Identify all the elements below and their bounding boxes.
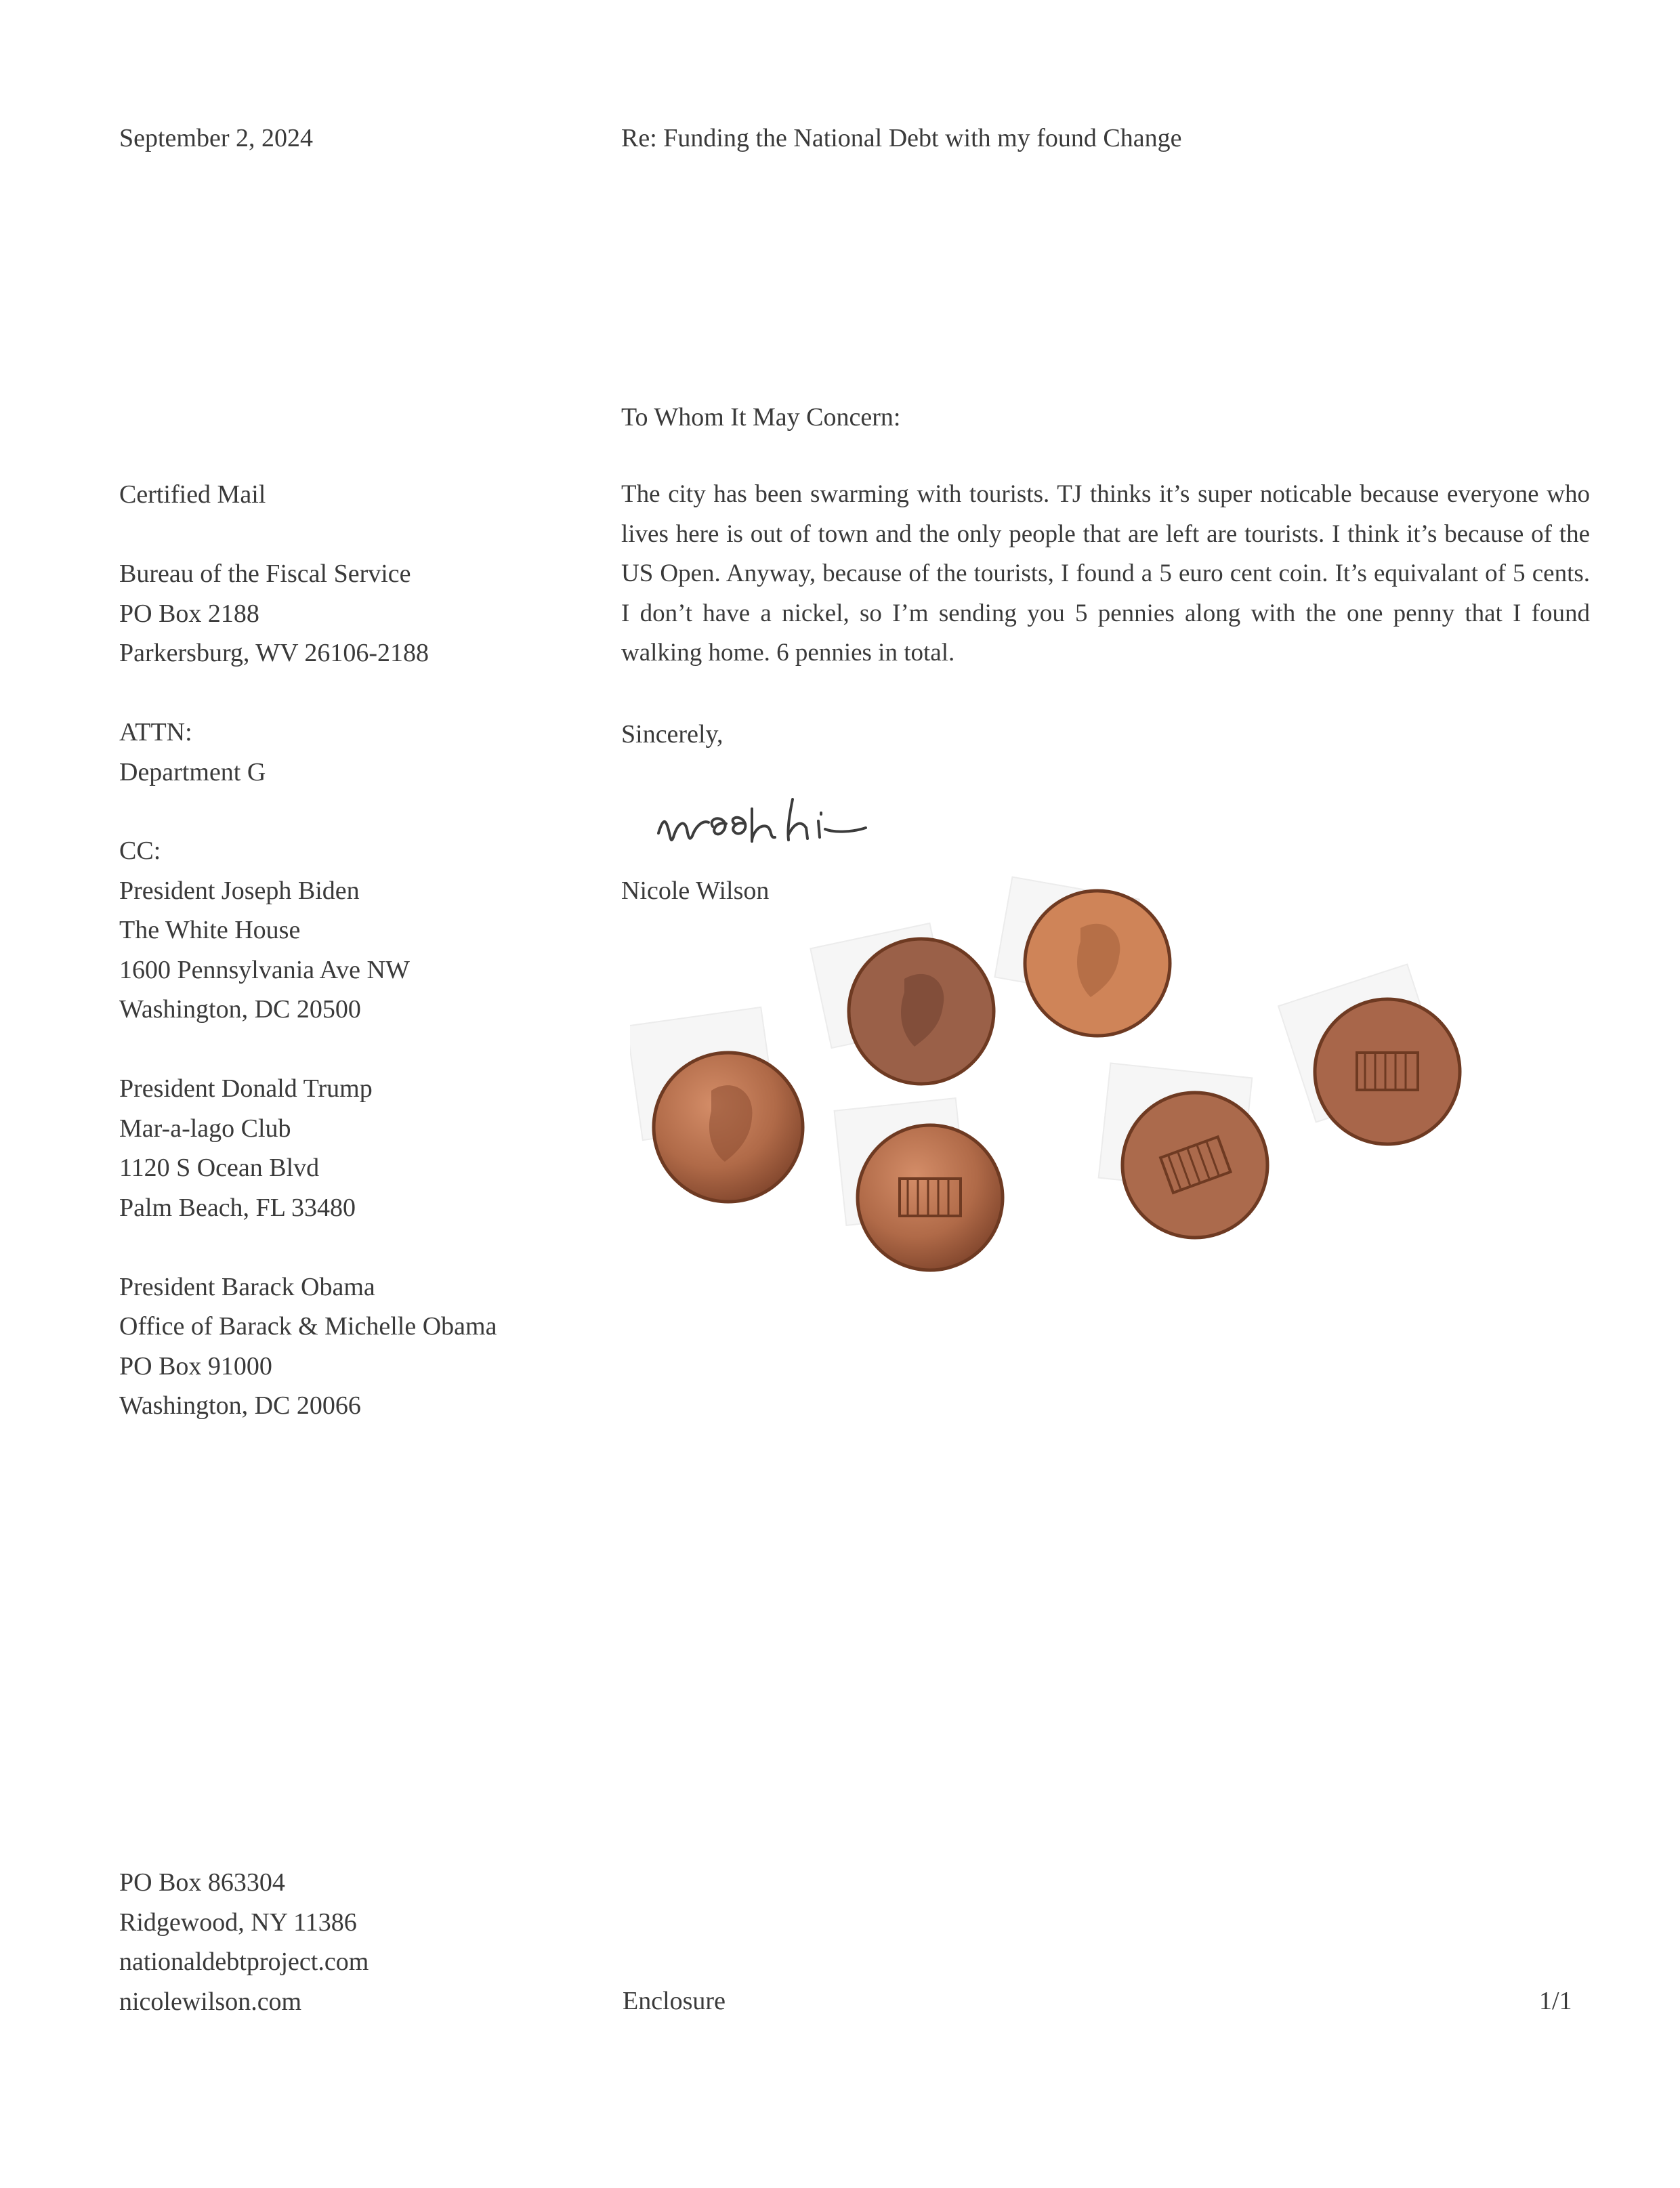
cc-line: Office of Barack & Michelle Obama bbox=[119, 1312, 497, 1341]
recipient-address bbox=[119, 554, 429, 673]
footer-address bbox=[119, 1863, 369, 2021]
recipient-line: Bureau of the Fiscal Service bbox=[119, 560, 411, 588]
penny-coin bbox=[1315, 999, 1460, 1144]
page-number: 1/1 bbox=[1539, 1987, 1572, 2015]
letter-date: September 2, 2024 bbox=[119, 124, 314, 152]
cc-line: President Barack Obama bbox=[119, 1272, 375, 1301]
footer-website: nicolewilson.com bbox=[119, 1987, 302, 2016]
footer-website: nationaldebtproject.com bbox=[119, 1948, 369, 1976]
cc-line: Washington, DC 20500 bbox=[119, 995, 361, 1024]
letter-body bbox=[621, 475, 1590, 673]
cc-line: Washington, DC 20066 bbox=[119, 1391, 361, 1420]
certified-mail-label: Certified Mail bbox=[119, 480, 266, 509]
penny-coin bbox=[654, 1053, 803, 1202]
cc-address-obama bbox=[119, 1267, 497, 1426]
penny-coin bbox=[1122, 1093, 1267, 1238]
enclosed-pennies bbox=[630, 854, 1477, 1301]
cc-line: President Joseph Biden bbox=[119, 876, 360, 905]
cc-label: CC: bbox=[119, 837, 161, 865]
cc-line: 1120 S Ocean Blvd bbox=[119, 1154, 320, 1182]
penny-coin bbox=[849, 939, 994, 1084]
cc-line: Palm Beach, FL 33480 bbox=[119, 1193, 356, 1222]
cc-address-trump bbox=[119, 1069, 497, 1227]
signature-name: Nicole Wilson bbox=[621, 877, 770, 905]
attn-label: ATTN: bbox=[119, 718, 192, 746]
penny-coin bbox=[858, 1125, 1003, 1270]
body-paragraph: The city has been swarming with tourists. TJ thinks it’s super noticable because everyone who lives here is out of town and the only people that are left are tourists. I think it’s because of the US Open. Anyway, because of the tourists, I found a 5 euro cent coin. It’s equivalant of 5 cents. I don’t have a nickel, so I’m sending you 5 pennies along with the one penny that I found walking home. 6 pennies in total. bbox=[621, 480, 1590, 667]
footer-line: Ridgewood, NY 11386 bbox=[119, 1908, 357, 1937]
cc-line: 1600 Pennsylvania Ave NW bbox=[119, 955, 410, 984]
recipient-line: PO Box 2188 bbox=[119, 599, 259, 628]
enclosure-label: Enclosure bbox=[623, 1987, 726, 2015]
mailing-method bbox=[119, 475, 266, 515]
salutation: To Whom It May Concern: bbox=[621, 403, 901, 432]
cc-line: PO Box 91000 bbox=[119, 1351, 272, 1381]
recipient-line: Parkersburg, WV 26106-2188 bbox=[119, 639, 429, 667]
cc-line: President Donald Trump bbox=[119, 1074, 373, 1103]
cc-line: The White House bbox=[119, 916, 301, 944]
attention-block bbox=[119, 713, 266, 792]
closing: Sincerely, bbox=[621, 720, 723, 749]
footer-line: PO Box 863304 bbox=[119, 1868, 285, 1897]
signature-image bbox=[650, 779, 1003, 860]
cc-line: Mar-a-lago Club bbox=[119, 1114, 291, 1143]
letter-subject: Re: Funding the National Debt with my found Change bbox=[621, 124, 1182, 152]
attn-value: Department G bbox=[119, 757, 266, 786]
cc-address-biden bbox=[119, 871, 497, 1030]
cc-block bbox=[119, 831, 497, 1426]
penny-coin bbox=[1025, 891, 1170, 1036]
